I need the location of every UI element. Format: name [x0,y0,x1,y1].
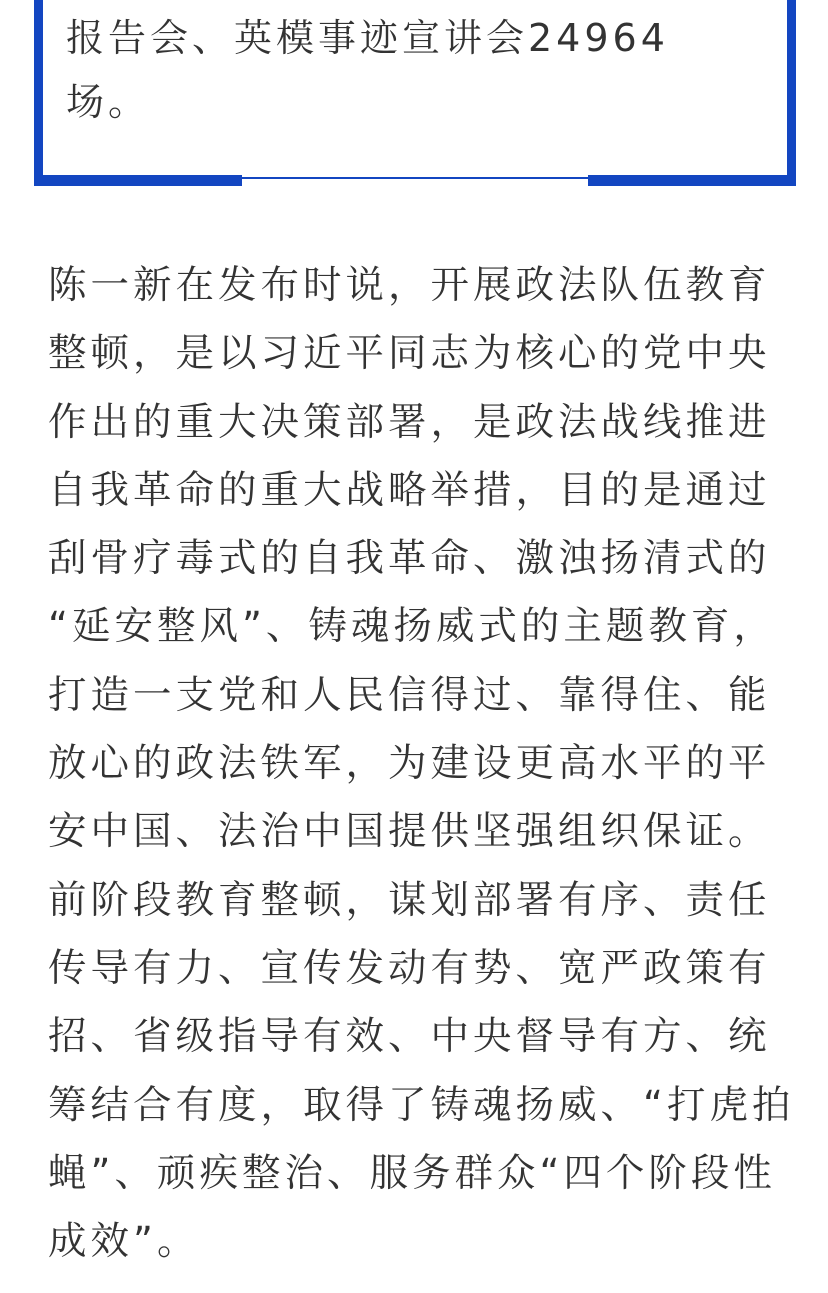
paragraph-line: 整顿，是以习近平同志为核心的党中央 [48,331,771,377]
quote-box-bottom-line [242,177,588,179]
quote-box-bottom-right-bar [588,175,796,186]
article-paragraph [48,252,795,1276]
paragraph-line: 蝇”、顽疾整治、服务群众“四个阶段性 [48,1150,776,1196]
quote-text [66,6,706,134]
paragraph-line: 前阶段教育整顿，谋划部署有序、责任 [48,877,771,923]
paragraph-line: 自我革命的重大战略举措，目的是通过 [48,467,771,513]
quote-box-right-border [787,0,796,186]
paragraph-line: 筹结合有度，取得了铸魂扬威、“打虎拍 [48,1082,795,1128]
paragraph-line: “延安整风”、铸魂扬威式的主题教育， [48,604,776,650]
paragraph-line: 安中国、法治中国提供坚强组织保证。 [48,809,771,855]
paragraph-line: 招、省级指导有效、中央督导有方、统 [48,1014,771,1060]
paragraph-line: 刮骨疗毒式的自我革命、激浊扬清式的 [48,536,771,582]
quote-box-bottom-left-bar [34,175,242,186]
quote-line: 报告会、英模事迹宣讲会24964 [66,16,669,60]
quote-box-left-border [34,0,43,186]
paragraph-line: 作出的重大决策部署，是政法战线推进 [48,399,771,445]
paragraph-line: 陈一新在发布时说，开展政法队伍教育 [48,263,771,308]
paragraph-line: 打造一支党和人民信得过、靠得住、能 [48,672,771,718]
paragraph-line: 传导有力、宣传发动有势、宽严政策有 [48,945,771,991]
paragraph-line: 放心的政法铁军，为建设更高水平的平 [48,741,771,787]
quote-line: 场。 [66,80,151,124]
paragraph-line: 成效”。 [48,1219,200,1265]
